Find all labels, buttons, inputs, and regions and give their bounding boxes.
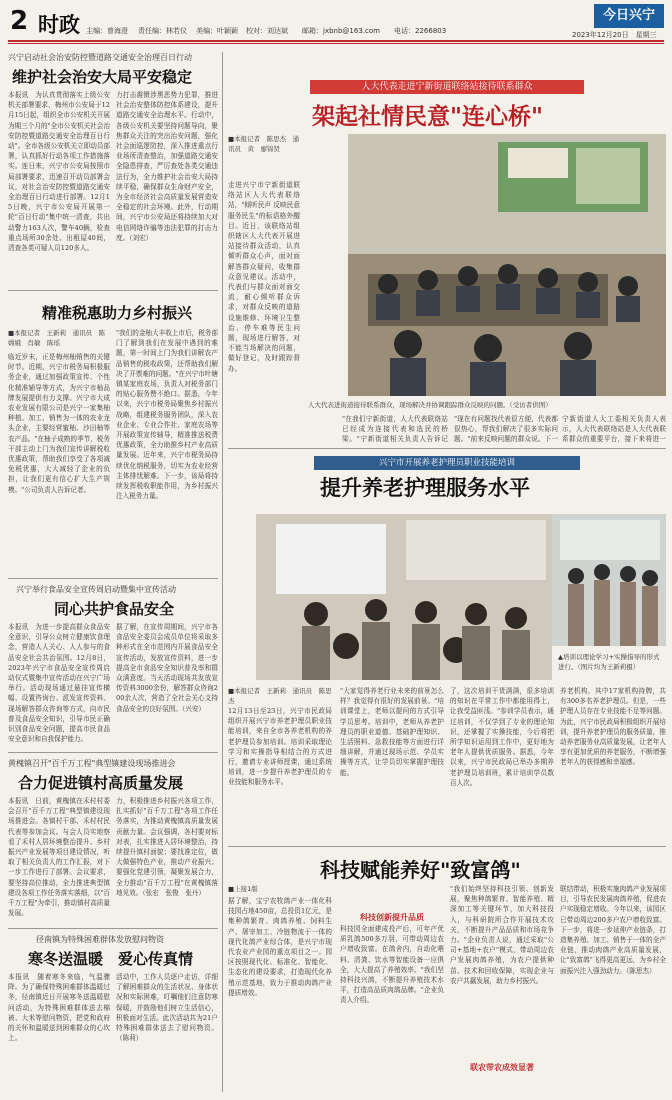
article-body-col4: 联结带动，积极实施肉鸽产业发展项目，引导农民发展肉鸽养殖，促进农户实现稳定增收。今年以来，该园区已带动周边200多户农户增收致富。下一步，将进一步延伸产业链条，打造集养殖、加工、销售于一体的全产业链，推动肉鸽产业高质量发展，让"致富鸽"飞得更高更远，为乡村全面振兴注入强劲动力。（陈思杰） (560, 885, 666, 975)
photo-npc-meeting-graphic (348, 134, 666, 396)
article-subhead: 联农带农成效显著 (470, 1063, 534, 1072)
article-banner: 人大代表走进宁新街道联络站接待联系群众 (310, 80, 584, 94)
article-body-col3: "现在有问题找代表很方便，代表都很热心，帮我们解决了很多实际问题。"前来反映问题的群众说。下一 (454, 415, 558, 444)
article-body-col1: 走进兴宁市宁新街道联络站区人大代表联络站，"倾听民声 反映民意 服务民生"的标语格外醒目。近日，该联络站组织辖区人大代表开展进站接待群众活动，认真倾听群众心声，面对面解答群众疑问，收集群众意见建议。活动中，代表们与群众面对面交流，耐心倾听群众诉求，对群众反映的道路设施维修、环境卫生整治、停车难等民生问题，现场进行解答，对不能当场解决的问题，做好登记，及时跟踪督办。 (228, 181, 300, 373)
article-body-col1: 临近岁末，正是梅州柚销售的关键时节。近期，兴宁市税务局积极服务企业，通过加强政策宣传、个性化精准辅导等方式，为兴宁市柚品牌发展提供有力支撑。兴宁市大成农业发展有限公司是兴宁一家集柚种植、加工、销售为一体的农业龙头企业，主要经营蜜柚、沙田柚等农产品。"在柚子成熟的季节，税务干部主动上门为我们宣传讲解税收优惠政策，帮助我们享受了各项减免税优惠，大大减轻了企业的负担，让我们更有信心扩大生产规模。"公司负责人告诉记者。 (8, 353, 110, 494)
article-body-col2: "大家觉得养老行业未来的前景怎么样？我觉得有很好的发展前景。"培训课堂上，老师以提问的方式引导学员思考。培训中，老师从养老护理员的职业道德、基础护理知识、生活照料、急救技能等方面进行详细讲解，并通过现场示范、学员实操等方式，让学员切实掌握护理技能。 (340, 687, 444, 777)
masthead (0, 0, 672, 42)
article-headline: 同心共护食品安全 (54, 600, 175, 618)
article-body-col1b (308, 142, 344, 392)
article-public-security (8, 50, 218, 286)
article-body-col1: 据了解，宝宁农牧鸽产业一体化科技园占地450亩，总投资1亿元，是集种鸽繁育、肉鸽养殖、饲料生产、屠宰加工、冷链物流于一体的现代化鸽产业综合体，是兴宁市现代农业产业园的重点项目之一。园区按照现代化、标准化、智能化、生态化的建设要求，打造现代化养殖示范基地，致力于推动肉鸽产业提质增效。 (228, 897, 332, 997)
article-npc-liaison (228, 50, 666, 446)
article-body-col2: "我们的金柚大丰收上市后，税务部门了解到我们在发展中遇到的难题，第一时间上门为我们讲解农产品销售的税收政策，还帮助我们解决了开票难的问题。"在兴宁市叶塘镇某家庭农场，负责人对税务部门的贴心服务赞不绝口。据悉，今年以来，兴宁市税务局聚焦乡村振兴战略，组建税务服务团队，深入农业企业、专业合作社、家庭农场等开展政策宣传辅导，精准推送税费优惠政策，全力助推乡村产业高质量发展。近年来，兴宁市税务局持续优化纳税服务，切实为农业经营主体排忧解难。下一步，该局将持续发挥税收职能作用，为乡村振兴注入税务力量。 (116, 329, 218, 501)
article-pigeon-farming (228, 850, 666, 1094)
article-huanghuai (8, 756, 218, 926)
article-body-col4: 养老机构，其中17家机构持牌，共有300多名养老护理员。但是，一些护理人员存在专业技能不足等问题。为此，兴宁市民政局积极组织开展培训，提升养老护理员的服务质量，推动养老服务业高质量发展，让老年人享有更加优质的养老服务，不断增强老年人的获得感和幸福感。 (560, 687, 666, 767)
article-kicker: 兴宁启动社会治安防控暨道路交通安全治理百日行动 (8, 53, 192, 62)
article-separator (8, 928, 218, 929)
article-body-col2: 力，积极推进乡村振兴各项工作，扎实抓好"百千万工程"各项工作任务落实，为推动黄槐镇高质量发展贡献力量。会议强调，各村要对标对表，扎实推进人居环境整治，持续提升镇村面貌；要找准定位，做大做强特色产业，推动产业振兴；要强化党建引领，凝聚发展合力，全力推动"百千万工程"在黄槐镇落地见效。（张宏 张俊 张丹） (116, 797, 218, 897)
article-byline: ■本报记者 王新莉 通讯员 陈嫦娥 肖敏 陈瑶 (8, 329, 106, 347)
photo-caption: ▲培训以理论学习+实操指导的形式进行。（图片均为王新莉摄） (558, 653, 660, 671)
article-headline: 提升养老护理服务水平 (320, 475, 530, 500)
article-byline: ■本报记者 陈思杰 通讯员 黄 廖锦贤 (228, 135, 300, 153)
column-divider (222, 52, 223, 1092)
article-separator (8, 752, 218, 753)
article-headline: 架起社情民意"连心桥" (312, 103, 543, 130)
article-body-col1: 本报讯 为认真贯彻落实上级公安机关部署要求，梅州市公安局于12月15日起，组织全市公安机关开展为期三个月的"全市公安机关社会治安防控暨道路交通安全治理百日行动"。全市各级公安机关立即动员部署，认真抓好行动各项工作措施落实。连日来，兴宁市公安局按照市局部署要求，迅速召开动员部署会议，对社会治安防控暨道路交通安全治理百日行动进行部署。12月15日晚，兴宁市公安局开展第一轮"百日行动"集中统一清查，共出动警力163人次，警车40辆，检查重点场所30余处、出租屋40间，清查各类可疑人员120多人。 (8, 91, 110, 253)
article-body-col1: 12月13日至23日，兴宁市民政局组织开展兴宁市养老护理员职业技能培训，来自全市各养老机构的养老护理员参加培训。培训采取理论学习和实操指导相结合的方式进行，邀请专业讲师授课，通过系统培训，进一步提升养老护理员的专业技能和服务水平。 (228, 707, 332, 787)
meta-rotation: 责任编：林若仪 (138, 27, 187, 35)
article-body-col1: 本报讯 日前，黄槐镇在禾村村委会召开"百千万工程"典型镇建设现场推进会。各镇村干部、禾村村民代表等参加会议。与会人员实地察看了禾村人居环境整治提升、乡村振兴产业发展等项目建设情况，听取了相关负责人的工作汇报，对下一步工作进行了部署。会议要求，要坚持高位推动，全力推进典型镇建设各项工作任务落实落细，以"百千万工程"为牵引，推动镇村高质量发展。 (8, 797, 110, 918)
article-tax-rural (8, 294, 218, 576)
meta-designer: 美编：叶颖颖 (196, 27, 238, 35)
article-kicker: 黄槐镇召开"百千万工程"典型镇建设现场推进会 (8, 759, 176, 768)
section-title: 时政 (38, 13, 80, 37)
photo-npc-meeting (348, 134, 666, 396)
page-number: 2 (10, 6, 29, 36)
article-headline: 精准税惠助力乡村振兴 (42, 304, 193, 322)
meta-editor: 主编：曾海澄 (86, 27, 128, 35)
article-headline: 合力促进镇村高质量发展 (18, 774, 184, 792)
article-body-col2: 科技园全面建成投产后，可年产优质乳鸽500多万羽，可带动周边农户增收致富。在鸽舍内，自动化喂料、清粪、饮水等智能设备一应俱全，大大提高了养殖效率。"我们坚持科技兴鸽，不断提升养殖技术水平，打造高品质肉鸽品牌。"企业负责人介绍。 (340, 925, 444, 1005)
masthead-rule (8, 40, 664, 42)
article-separator (228, 448, 666, 449)
article-body-col1: 本报讯 为进一步提高群众食品安全意识，引导公众树立健康饮食理念，营造人人关心、人人参与的食品安全社会共治氛围。12月8日，2023年兴宁市食品安全宣传周启动仪式暨集中宣传活动在兴宁广场举行。活动现场通过悬挂宣传横幅、设置咨询台、派发宣传资料、现场解答群众咨询等方式，向市民普及食品安全知识，引导市民正确识别食品安全问题，提高市民食品安全意识和自我保护能力。 (8, 623, 110, 744)
article-kicker: 径南镇为特殊困难群体发放慰问物资 (36, 935, 164, 944)
meta-phone: 电话：2266803 (394, 27, 447, 35)
article-headline: 寒冬送温暖 爱心传真情 (28, 950, 194, 968)
article-body-col2: 据了解，在宣传周期间，兴宁市各食品安全委员会成员单位将采取多种形式在全市范围内开展食品安全宣传活动，发放宣传资料，进一步提高全市食品安全知识普及率和群众满意度。当天活动现场共发放宣传资料3000余份，解答群众咨询200余人次，营造了全社会关心支持食品安全的良好氛围。（兴安） (116, 623, 218, 713)
article-elderly-care (228, 452, 666, 844)
article-body-col3: 了，这次培训干货满满，很多培训的知识在平常工作中都能用得上，让我受益匪浅。"参训学员表示，通过培训，不仅学到了专业的理论知识，还掌握了实操技能，今后将把所学知识运用到工作中，更好地为老年人提供优质服务。据悉，今年以来，兴宁市民政局已举办多期养老护理员培训班，累计培训学员数百人次。 (450, 687, 554, 787)
article-headline: 科技赋能养好"致富鸽" (320, 858, 521, 882)
article-banner: 兴宁市开展养老护理员职业技能培训 (314, 456, 580, 470)
masthead-rule-thin (8, 43, 664, 44)
article-kicker: 兴宁举行食品安全宣传周启动暨集中宣传活动 (16, 585, 176, 594)
article-subhead: 科技创新提升品质 (360, 913, 424, 922)
photo-training-main (256, 514, 552, 680)
photo-training-practice (552, 514, 666, 646)
article-food-safety (8, 582, 218, 750)
article-byline: ■本报记者 王新莉 通讯员 陈思杰 (228, 687, 332, 705)
photo-caption: 人大代表进街道接待联系群众，现场解决并协调跟踪群众反映的问题。（受访者供图） (308, 401, 552, 409)
article-body-col2: 力打击震慑涉黑恶势力犯罪，推进社会治安整体防控体系建设，提升道路交通安全治理水平。行动中，各级公安机关要坚持问题导向，聚焦群众关注的突出治安问题，强化社会面巡逻防控，深入推进重点行业场所清查整治，加强道路交通安全隐患排查，严厉查处各类交通违法行为，全力维护社会治安大局持续平稳，确保群众生命财产安全，为全市经济社会高质量发展营造安全稳定的社会环境。此外，行动期间，兴宁市公安局还将持续加大对电信网络诈骗等违法犯罪的打击力度。（刘宏） (116, 91, 218, 242)
meta-date: 2023年12月20日 星期三 (572, 31, 657, 39)
article-body-col2: "在我们宁新街道，人大代表联络站已经成为连接代表和选民的桥梁。"宁新街道相关负责人告诉记 (342, 415, 448, 444)
article-winter-warmth (8, 932, 218, 1094)
article-byline: ■上接1版 (228, 885, 258, 893)
article-separator (8, 290, 218, 291)
photo-training-practice-graphic (552, 514, 666, 646)
article-body-col4: 宁新街道人大工委相关负责人表示，人大代表联络站是人大代表联系群众的重要平台，接下来将进一 (562, 415, 666, 444)
article-body-col3: "我们始终坚持科技引领、创新发展，聚焦种鸽繁育、智能养殖、精深加工等关键环节，加大科技投入，与科研院所合作开展技术攻关，不断提升产品品质和市场竞争力。"企业负责人说，通过采取"公司+基地+农户"模式，带动周边农户发展肉鸽养殖，为农户提供种苗、技术和回收保障，实现企业与农户共赢发展，助力乡村振兴。 (450, 885, 554, 985)
article-body-col2: 活动中，工作人员逐户走访，详细了解困难群众的生活状况、身体状况和实际困难，叮嘱他们注意防寒保暖，并鼓励他们树立生活信心，积极面对生活。此次活动共为21户特殊困难群体送去了慰问物资。（陈莉） (116, 973, 218, 1043)
article-separator (228, 846, 666, 847)
article-separator (8, 578, 218, 579)
article-headline: 维护社会治安大局平安稳定 (12, 68, 193, 86)
meta-proof: 校对：刘达斌 (246, 27, 288, 35)
newspaper-logo: 今日兴宁 (594, 4, 664, 28)
article-body-col1: 本报讯 随着寒冬来临，气温骤降。为了确保特殊困难群体温暖过冬，径南镇近日开展寒冬送温暖慰问活动，为特殊困难群体送去棉被、大米等慰问物资，把党和政府的关怀和温暖送到困难群众的心坎上。 (8, 973, 110, 1043)
photo-training-main-graphic (256, 514, 552, 680)
meta-email: 邮箱：jxbnb@163.com (302, 27, 380, 35)
